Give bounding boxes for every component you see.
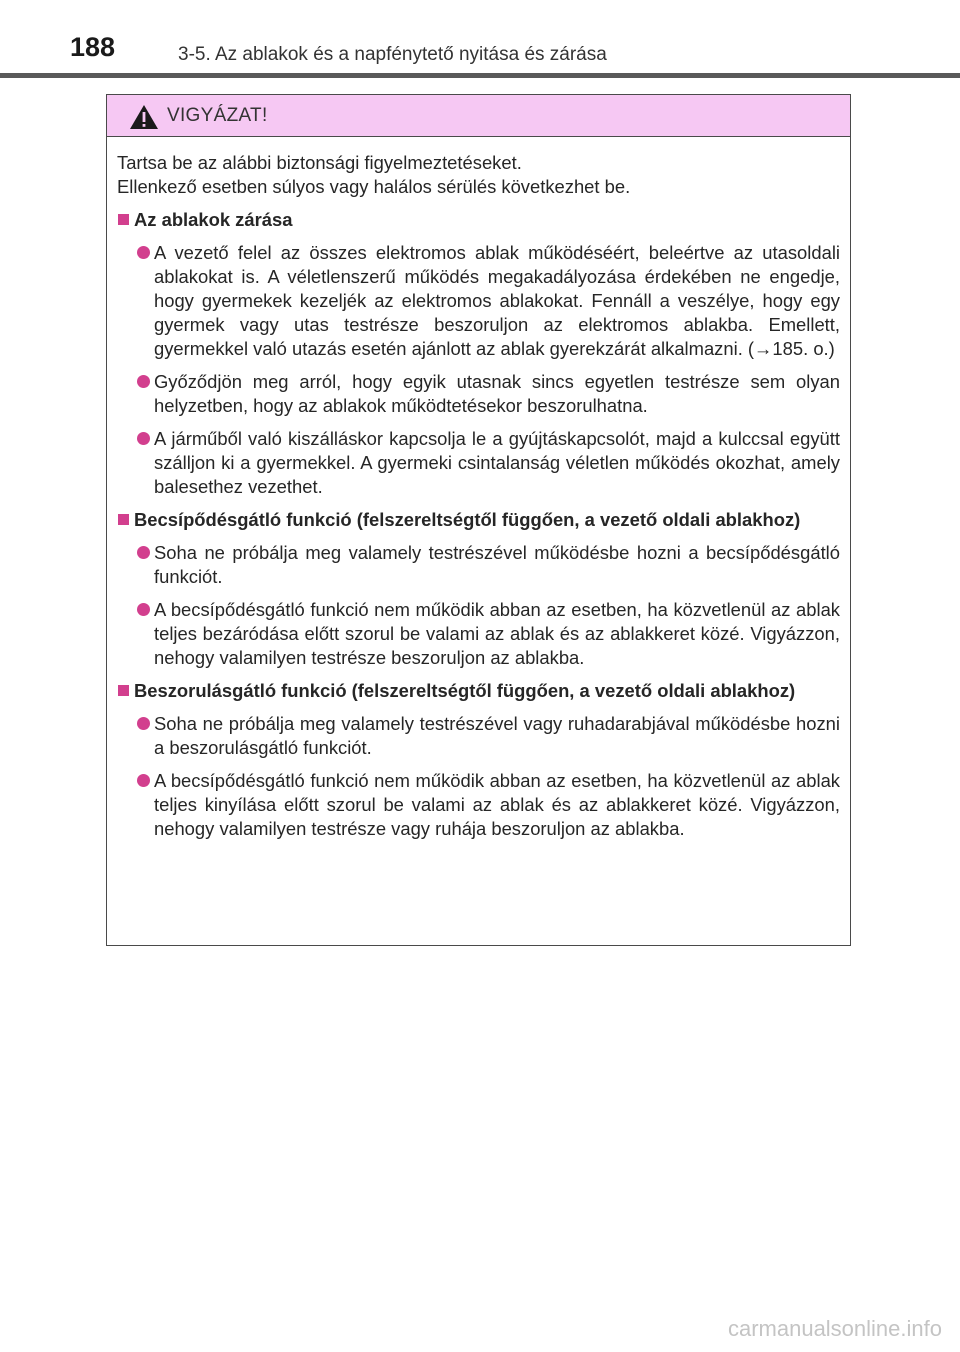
- intro-line: Ellenkező esetben súlyos vagy halálos sérülés következhet be.: [117, 176, 631, 197]
- section-heading: [117, 208, 840, 232]
- warning-body: [107, 137, 850, 841]
- list-item: [117, 769, 840, 841]
- watermark: carmanualsonline.info: [727, 1316, 942, 1341]
- warning-intro: [117, 151, 840, 199]
- warning-box: [106, 94, 851, 946]
- square-bullet-icon: [118, 214, 129, 225]
- list-item-text: Soha ne próbálja meg valamely testrészével működésbe hozni a becsípődésgátló funkciót.: [154, 542, 840, 587]
- circle-bullet-icon: [137, 774, 150, 787]
- circle-bullet-icon: [137, 603, 150, 616]
- circle-bullet-icon: [137, 546, 150, 559]
- circle-bullet-icon: [137, 246, 150, 259]
- page-header: [0, 0, 960, 80]
- section-heading: [117, 508, 840, 532]
- list-item: [117, 427, 840, 499]
- list-item-text: A járműből való kiszálláskor kapcsolja le a gyújtáskapcsolót, majd a kulccsal együtt szálljon ki a gyermekkel. A gyermeki csintalanság véletlen működés okozhat, amely balesethez vezethet.: [154, 428, 840, 497]
- list-item: [117, 598, 840, 670]
- section-windows-closing: [117, 208, 840, 499]
- square-bullet-icon: [118, 685, 129, 696]
- list-item-text: A becsípődésgátló funkció nem működik abban az esetben, ha közvetlenül az ablak teljes kinyílása előtt szorul be valami az ablak és az ablakkeret közé. Vigyázzon, nehogy valamilyen testrésze vagy ruhája beszoruljon az ablakba.: [154, 770, 840, 839]
- list-item: [117, 541, 840, 589]
- list-item: [117, 370, 840, 418]
- section-heading-text: Becsípődésgátló funkció (felszereltségtől függően, a vezető oldali ablakhoz): [134, 509, 801, 530]
- square-bullet-icon: [118, 514, 129, 525]
- list-item: [117, 712, 840, 760]
- list-item-text: A becsípődésgátló funkció nem működik abban az esetben, ha közvetlenül az ablak teljes bezáródása előtt szorul be valami az ablak és az ablakkeret közé. Vigyázzon, nehogy valamilyen testrésze beszoruljon az ablakba.: [154, 599, 840, 668]
- list-item-text: Győződjön meg arról, hogy egyik utasnak sincs egyetlen testrésze sem olyan helyzetben, hogy az ablakok működtetésekor beszorulhatna.: [154, 371, 840, 416]
- warning-title: VIGYÁZAT!: [167, 105, 268, 126]
- section-jam-protection: [117, 508, 840, 670]
- circle-bullet-icon: [137, 432, 150, 445]
- section-heading: [117, 679, 840, 703]
- intro-line: Tartsa be az alábbi biztonsági figyelmeztetéseket.: [117, 152, 522, 173]
- list-item-text: Soha ne próbálja meg valamely testrészével vagy ruhadarabjával működésbe hozni a beszorulásgátló funkciót.: [154, 713, 840, 758]
- section-heading-text: Az ablakok zárása: [134, 209, 293, 230]
- header-rule: [0, 73, 960, 78]
- circle-bullet-icon: [137, 717, 150, 730]
- section-heading-text: Beszorulásgátló funkció (felszereltségtől függően, a vezető oldali ablakhoz): [134, 680, 796, 701]
- warning-triangle-icon: [129, 104, 159, 130]
- list-item: [117, 241, 840, 361]
- list-item-text: A vezető felel az összes elektromos ablak működéséért, beleértve az utasoldali ablakokat is. A véletlenszerű működés megakadályozása érdekében ne engedje, hogy gyermekek kezeljék az elektromos ablakokat. Fennáll a veszélye, hogy egy gyermek vagy utas testrésze beszoruljon az elektromos ablakba. Emellett, gyermekkel való utazás esetén ajánlott az ablak gyerekzárát alkalmazni. (→185. o.): [154, 242, 840, 359]
- warning-header: [107, 95, 850, 137]
- section-catch-protection: [117, 679, 840, 841]
- circle-bullet-icon: [137, 375, 150, 388]
- section-title: 3-5. Az ablakok és a napfénytető nyitása és zárása: [178, 44, 607, 65]
- page-number: 188: [70, 32, 116, 62]
